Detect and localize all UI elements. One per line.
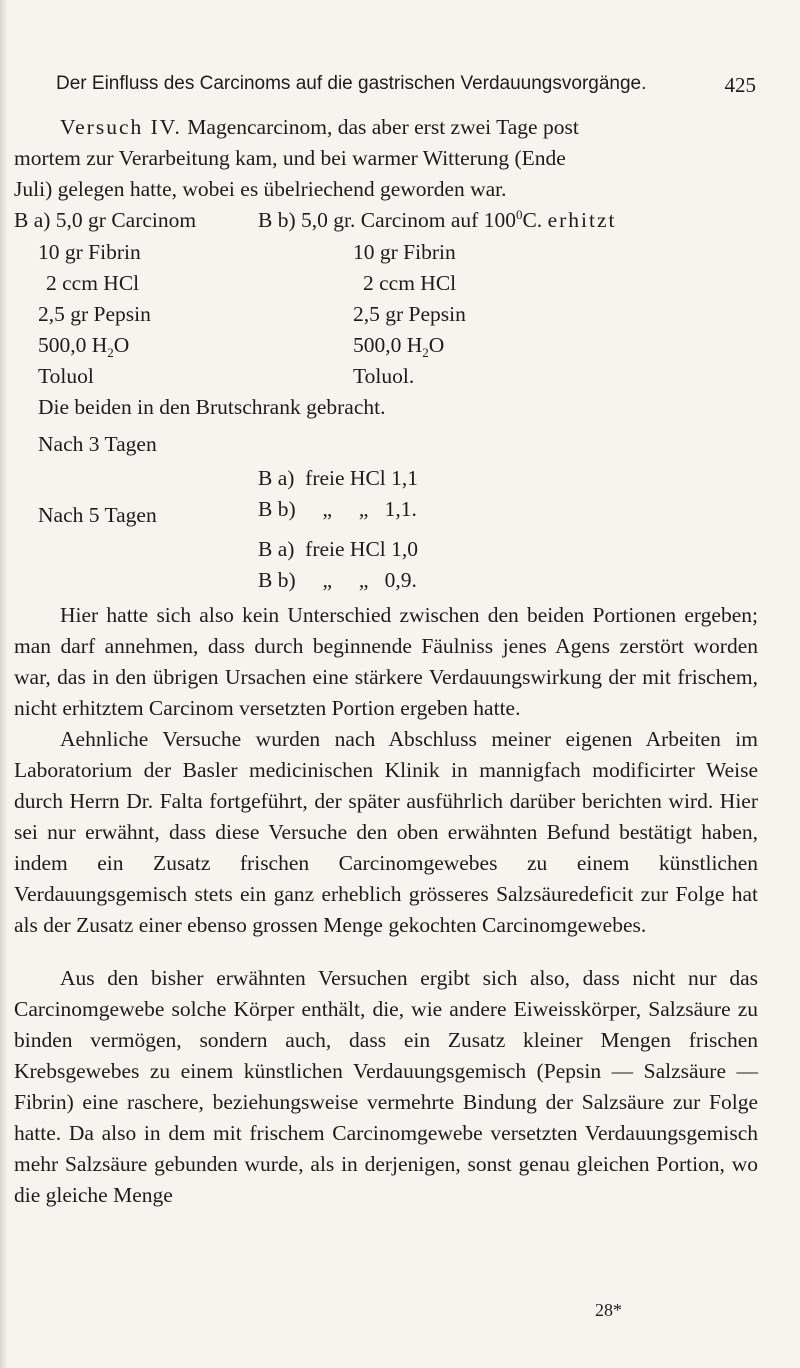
page-number: 425 xyxy=(724,73,756,97)
paragraph: Aus den bisher erwähnten Versuchen ergibt sich also, dass nicht nur das Carcinomgewebe solche Körper enthält, die, wie andere Eiweisskörper, Salzsäure zu binden vermögen, sondern auch, dass ein Zusatz kleiner Mengen frischen Krebsgewebes zu einem künstlichen Verdauungsgemisch (Pepsin — Salzsäure — Fibrin) eine raschere, beziehungsweise vermehrte Bindung der Salzsäure zur Folge hatte. Da also in dem mit frischem Carcinomgewebe versetzten Verdauungsgemisch mehr Salzsäure gebunden wurde, als in derjenigen, sonst genau gleichen Portion, wo die gleiche Menge xyxy=(14,966,758,1207)
page-gutter xyxy=(0,0,8,1368)
header-title: Der Einfluss des Carcinoms auf die gastrischen Verdauungsvorgänge. xyxy=(56,73,647,94)
running-header xyxy=(56,73,756,95)
setup-a-item: 2,5 gr Pepsin xyxy=(38,302,151,326)
intro-line-3: Juli) gelegen hatte, wobei es übelriechend geworden war. xyxy=(14,177,507,201)
paragraph: Hier hatte sich also kein Unterschied zwischen den beiden Portionen ergeben; man darf annehmen, dass durch beginnende Fäulniss jenes Agens zerstört worden war, das in den übrigen Ursachen eine stärkere Verdauungswirkung der mit frischem, nicht erhitztem Carcinom versetzten Portion ergeben hatte. xyxy=(14,603,758,720)
paragraph: Aehnliche Versuche wurden nach Abschluss meiner eigenen Arbeiten im Laboratorium der Basler medicinischen Klinik in mannigfach modificirter Weise durch Herrn Dr. Falta fortgeführt, der später ausführlich darüber berichten wird. Hier sei nur erwähnt, dass diese Versuche den oben erwähnten Befund bestätigt haben, indem ein Zusatz frischen Carcinomgewebes zu einem künstlichen Verdauungsgemisch stets ein ganz erheblich grösseres Salzsäuredeficit zur Folge hat als der Zusatz einer ebenso grossen Menge gekochten Carcinomgewebes. xyxy=(14,727,758,937)
setup-a-label: B a) 5,0 gr Carcinom xyxy=(14,208,197,232)
setup-a-item: Toluol xyxy=(38,364,94,388)
incubation-note: Die beiden in den Brutschrank gebracht. xyxy=(38,395,386,419)
setup-b-water: 500,0 $H_2O$ xyxy=(353,333,445,360)
intro-paragraph xyxy=(14,112,758,205)
day3-result-b: B b) „ „ 1,1. xyxy=(258,497,417,521)
setup-b-item: 10 gr Fibrin xyxy=(353,240,456,264)
setup-b-item: Toluol. xyxy=(353,364,415,388)
signature-mark: 28* xyxy=(595,1300,622,1320)
setup-a-item: 10 gr Fibrin xyxy=(38,240,141,264)
setup-b-item: 2 ccm HCl xyxy=(363,271,457,295)
day5-result-a: B a) freie HCl 1,0 xyxy=(258,537,419,561)
day5-heading: Nach 5 Tagen xyxy=(38,503,157,527)
setup-b-label: B b) 5,0 gr. Carcinom auf $100^0C$. erhitzt xyxy=(258,207,617,232)
day5-result-b: B b) „ „ 0,9. xyxy=(258,568,417,592)
day3-result-a: B a) freie HCl 1,1 xyxy=(258,466,419,490)
body-text xyxy=(14,600,758,1211)
experiment-label: Versuch IV. xyxy=(60,115,182,139)
setup-a-water: 500,0 $H_2O$ xyxy=(38,333,130,360)
intro-line-1: Magencarcinom, das aber erst zwei Tage post xyxy=(181,115,579,139)
intro-line-2: mortem zur Verarbeitung kam, und bei warmer Witterung (Ende xyxy=(14,146,566,170)
setup-a-item: 2 ccm HCl xyxy=(46,271,140,295)
day3-heading: Nach 3 Tagen xyxy=(38,432,157,456)
setup-b-item: 2,5 gr Pepsin xyxy=(353,302,466,326)
